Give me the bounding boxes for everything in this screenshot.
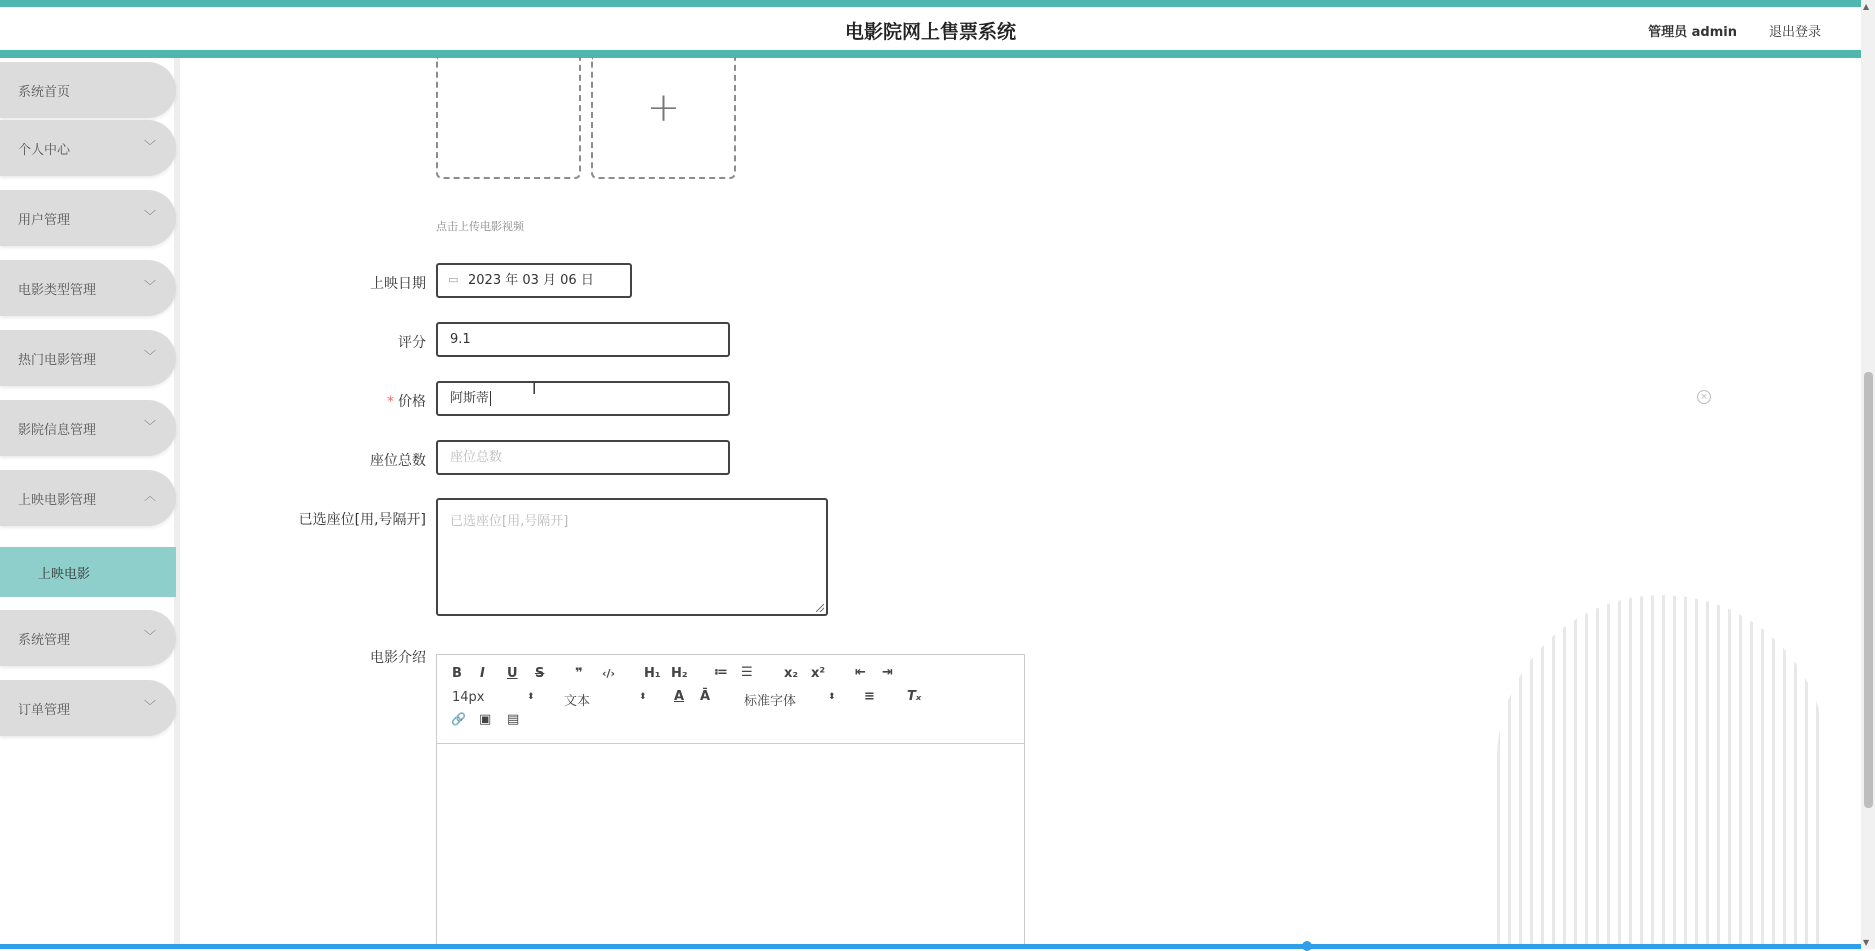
scrollbar-thumb[interactable] (1864, 372, 1873, 808)
chevron-down-icon: ﹀ (143, 279, 156, 293)
sidebar-item-label: 热门电影管理 (18, 353, 97, 368)
sidebar (0, 58, 180, 949)
sidebar-subitem-label: 上映电影 (38, 567, 91, 582)
chevron-down-icon: ﹀ (143, 209, 156, 223)
header2-button[interactable]: H₂ (671, 666, 688, 681)
header1-button[interactable]: H₁ (644, 666, 661, 681)
outdent-button[interactable]: ⇤ (855, 665, 866, 680)
sidebar-subitem-showing-movie[interactable] (0, 547, 176, 597)
selected-seats-label: 已选座位[用,号隔开] (298, 512, 426, 528)
sidebar-item-home[interactable] (0, 62, 176, 118)
sidebar-item-label: 订单管理 (18, 703, 71, 718)
seats-total-label: 座位总数 (370, 453, 426, 469)
rating-label: 评分 (398, 335, 426, 351)
code-block-button[interactable]: ‹/› (602, 667, 616, 680)
required-asterisk: * (387, 394, 394, 410)
rating-input[interactable]: 9.1 (436, 322, 730, 357)
price-label-text: 价格 (398, 394, 426, 410)
release-date-label: 上映日期 (370, 276, 426, 292)
horizontal-progress-bar (0, 944, 1861, 949)
scroll-down-icon[interactable]: ▼ (1863, 938, 1870, 947)
release-date-value: 2023 年 03 月 06 日 (468, 273, 594, 288)
background-color-button[interactable]: Ā (700, 689, 711, 704)
sidebar-item-label: 用户管理 (18, 213, 71, 228)
chevron-down-icon: ﹀ (143, 699, 156, 713)
vertical-scrollbar[interactable] (1861, 0, 1875, 949)
sidebar-item-hot-movie-management[interactable] (0, 330, 176, 386)
video-button[interactable]: ▤ (507, 712, 520, 727)
progress-handle[interactable] (1302, 941, 1312, 951)
indent-button[interactable]: ⇥ (882, 665, 893, 680)
sidebar-item-label: 系统首页 (18, 85, 71, 100)
sidebar-item-cinema-info-management[interactable] (0, 400, 176, 456)
sidebar-item-label: 系统管理 (18, 633, 71, 648)
font-family-select[interactable]: 标准字体 (744, 694, 797, 709)
image-button[interactable]: ▣ (479, 712, 492, 727)
editor-toolbar (437, 655, 1024, 744)
upload-hint: 点击上传电影视频 (436, 220, 524, 233)
font-size-select[interactable]: 14px (452, 690, 485, 705)
chevron-down-icon: ﹀ (143, 349, 156, 363)
release-date-picker[interactable] (436, 263, 632, 298)
font-family-select-arrow-icon: ⬍ (828, 692, 836, 702)
chevron-down-icon: ﹀ (143, 419, 156, 433)
clear-icon[interactable]: × (1697, 390, 1711, 404)
sidebar-item-showing-movie-management[interactable] (0, 470, 176, 526)
editor-content-area[interactable] (437, 744, 1024, 949)
font-size-select-arrow-icon: ⬍ (527, 692, 535, 702)
blockquote-button[interactable]: ❞ (575, 666, 583, 681)
scroll-up-icon[interactable]: ▲ (1863, 2, 1870, 11)
price-input[interactable] (436, 381, 730, 416)
selected-seats-placeholder: 已选座位[用,号隔开] (450, 514, 569, 529)
selected-seats-textarea[interactable] (436, 498, 828, 616)
sidebar-item-label: 个人中心 (18, 143, 71, 158)
text-caret (490, 391, 491, 406)
bullet-list-button[interactable]: ☰ (741, 665, 753, 680)
bold-button[interactable]: B (452, 666, 462, 681)
strike-button[interactable]: S (535, 666, 545, 681)
subscript-button[interactable]: x₂ (784, 666, 799, 681)
align-button[interactable]: ≡ (864, 689, 875, 704)
italic-button[interactable]: I (480, 666, 485, 681)
superscript-button[interactable]: x² (811, 666, 826, 681)
decorative-background-arch (1497, 595, 1827, 949)
current-user: 管理员 admin (1648, 25, 1737, 40)
chevron-up-icon: ︿ (143, 489, 156, 503)
font-color-button[interactable]: A (674, 689, 685, 704)
chevron-down-icon: ﹀ (143, 629, 156, 643)
link-button[interactable]: 🔗 (451, 712, 466, 726)
sidebar-item-label: 电影类型管理 (18, 283, 97, 298)
clean-format-button[interactable]: Tₓ (907, 689, 922, 704)
ordered-list-button[interactable]: ≔ (714, 665, 728, 680)
underline-button[interactable]: U (507, 666, 518, 681)
sidebar-item-personal-center[interactable] (0, 120, 176, 176)
sidebar-item-system-management[interactable] (0, 610, 176, 666)
logout-link[interactable]: 退出登录 (1768, 25, 1821, 40)
app-title: 电影院网上售票系统 (844, 21, 1016, 43)
resize-handle[interactable] (816, 604, 824, 612)
seats-total-input[interactable]: 座位总数 (436, 440, 730, 475)
upload-video-button[interactable] (591, 57, 736, 179)
header-select-arrow-icon: ⬍ (639, 692, 647, 702)
sidebar-item-order-management[interactable] (0, 680, 176, 736)
text-cursor-icon: I (532, 380, 537, 398)
chevron-down-icon: ﹀ (143, 139, 156, 153)
sidebar-item-label: 上映电影管理 (18, 493, 97, 508)
header-select[interactable]: 文本 (564, 694, 591, 709)
price-input-value: 阿斯蒂 (450, 391, 490, 406)
sidebar-item-label: 影院信息管理 (18, 423, 97, 438)
header-top-stripe (0, 0, 1861, 7)
uploaded-video-thumbnail[interactable] (436, 57, 581, 179)
header (0, 7, 1861, 58)
sidebar-item-movie-type-management[interactable] (0, 260, 176, 316)
movie-intro-label: 电影介绍 (370, 650, 426, 666)
calendar-icon: ▭ (448, 273, 459, 286)
rich-text-editor (436, 654, 1025, 949)
price-label (196, 391, 426, 411)
plus-icon: + (646, 85, 681, 131)
sidebar-item-user-management[interactable] (0, 190, 176, 246)
